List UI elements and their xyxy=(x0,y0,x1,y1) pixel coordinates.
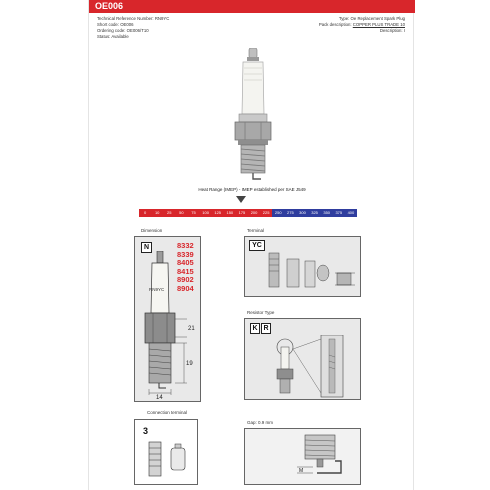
info-value: Available xyxy=(111,34,129,39)
connection-drawing xyxy=(139,436,195,482)
heat-range-cell: 50 xyxy=(175,209,187,217)
info-label: Status: xyxy=(97,34,111,39)
terminal-panel xyxy=(244,236,361,297)
heat-range-cell: 300 xyxy=(296,209,308,217)
heat-range-scale xyxy=(139,209,357,217)
product-code: OE006 xyxy=(95,1,124,11)
heat-range-cell: 275 xyxy=(284,209,296,217)
resistor-code-k: K xyxy=(250,323,260,334)
heat-range-cell: 325 xyxy=(309,209,321,217)
dimension-panel xyxy=(134,236,201,402)
dimension-number: 8405 xyxy=(177,258,194,267)
heat-range-cell: 75 xyxy=(187,209,199,217)
info-value: OE006 xyxy=(120,22,134,27)
heat-range-title: Heat Range (IMEP) - IMEP established per SAE J549 xyxy=(198,187,306,192)
heat-range-cell: 25 xyxy=(163,209,175,217)
heat-range-arrow-icon xyxy=(236,196,246,203)
dimension-code: N xyxy=(141,242,152,253)
dimension-number: 8904 xyxy=(177,283,194,293)
heat-range-cell: 10 xyxy=(151,209,163,217)
info-label: Pack description: xyxy=(318,22,352,27)
resistor-code-r: R xyxy=(261,323,271,334)
heat-range-cell: 0 xyxy=(139,209,151,217)
info-right xyxy=(319,16,405,34)
info-row xyxy=(97,34,169,40)
heat-range-cell: 350 xyxy=(321,209,333,217)
insulator-text: RN9YC xyxy=(149,287,165,292)
pack-description-link[interactable]: COPPER PLUS TRADE 10 xyxy=(352,22,405,27)
info-left xyxy=(97,16,169,40)
heat-range-cell: 225 xyxy=(260,209,272,217)
spark-plug-image xyxy=(227,48,279,182)
dimension-label: Dimension xyxy=(141,228,163,233)
heat-range-cell: 150 xyxy=(224,209,236,217)
gap-marker: M xyxy=(299,468,304,474)
gap-panel xyxy=(244,428,361,485)
hex-dimension: 21 xyxy=(188,326,195,332)
info-value: RN9YC xyxy=(154,16,170,21)
resistor-panel xyxy=(244,318,361,400)
heat-range-cell: 125 xyxy=(212,209,224,217)
info-label: Ordering code: xyxy=(97,28,126,33)
connection-number: 3 xyxy=(143,426,149,436)
gap-label: Gap: 0.9 mm xyxy=(247,420,274,425)
reach-dimension: 19 xyxy=(186,361,193,367)
dimension-number: 8339 xyxy=(177,249,194,259)
dimension-plug-drawing xyxy=(139,251,199,399)
info-value: OE006/T10 xyxy=(126,28,149,33)
terminal-drawing xyxy=(263,247,359,295)
heat-range-cell: 175 xyxy=(236,209,248,217)
heat-range-cell: 375 xyxy=(333,209,345,217)
resistor-label: Resistor Type xyxy=(247,310,275,315)
dimension-number: 8415 xyxy=(177,266,194,276)
info-value: I xyxy=(403,28,405,33)
product-sheet xyxy=(88,0,414,490)
dimension-number: 8902 xyxy=(177,275,194,284)
heat-range-cell: 100 xyxy=(200,209,212,217)
heat-range-cell: 250 xyxy=(272,209,284,217)
info-label: Technical Reference Number: xyxy=(97,16,154,21)
heat-range-cell: 400 xyxy=(345,209,357,217)
dimension-number: 8332 xyxy=(177,241,194,250)
info-value: Oe Replacement Spark Plug xyxy=(350,16,405,21)
terminal-label: Terminal xyxy=(247,228,265,233)
connection-label: Connection terminal xyxy=(147,410,188,415)
info-label: Description: xyxy=(379,28,403,33)
info-row xyxy=(319,28,405,34)
resistor-drawing xyxy=(263,335,359,399)
info-label: Type: xyxy=(338,16,350,21)
gap-drawing xyxy=(247,431,359,483)
info-label: Short code: xyxy=(97,22,119,27)
connection-panel xyxy=(134,419,198,485)
header-bar xyxy=(89,0,415,13)
terminal-code: YC xyxy=(249,240,265,251)
heat-range-cell: 200 xyxy=(248,209,260,217)
thread-dimension: 14 xyxy=(156,395,163,399)
